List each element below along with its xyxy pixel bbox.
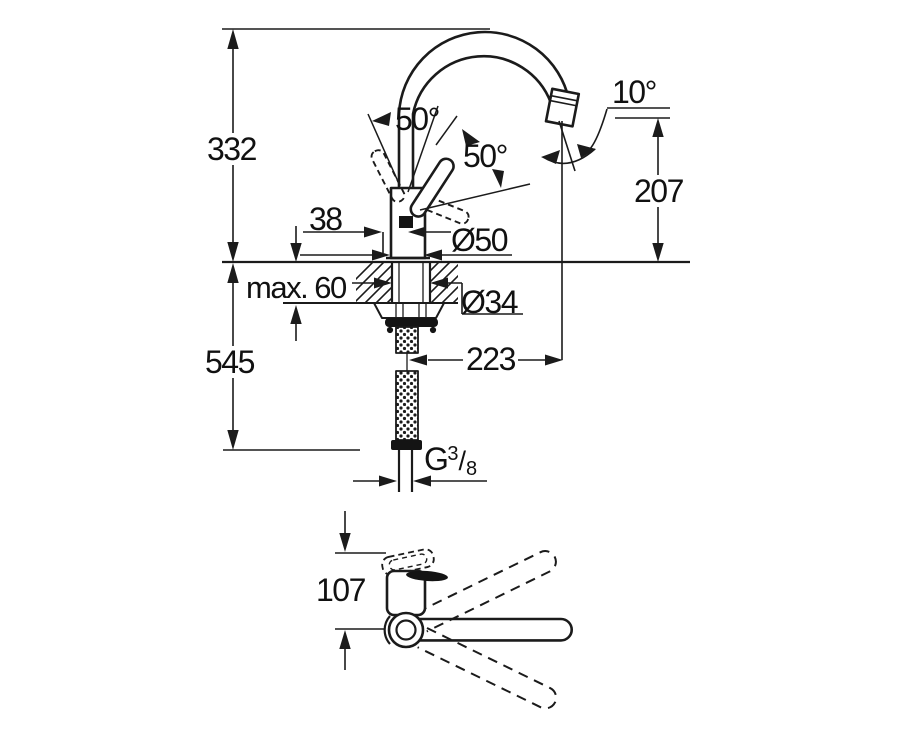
dim-overall-height: 332 (204, 133, 259, 165)
thread-slash: / (458, 446, 467, 476)
top-spout-solid (419, 619, 572, 640)
dim-deck-thickness: max. 60 (246, 270, 346, 305)
dim-thread-size (424, 443, 477, 479)
dim-body-diameter: Ø50 (451, 222, 507, 258)
top-view-drawing (335, 511, 572, 712)
dimension-arrowheads (227, 29, 663, 487)
dim-outlet-angle: 10° (612, 74, 656, 110)
thread-numerator: 3 (447, 443, 459, 465)
thread-letter: G (424, 441, 448, 477)
dimension-lines (222, 29, 670, 481)
dim-handle-swing-right: 50° (463, 138, 507, 174)
dim-hole-diameter: Ø34 (461, 284, 517, 320)
dim-handle-offset: 38 (309, 201, 342, 237)
dim-spout-reach: 223 (463, 343, 518, 375)
dim-top-handle-offset: 107 (316, 572, 365, 608)
top-swivel-ring (385, 613, 423, 647)
thread-denominator: 8 (466, 458, 478, 480)
dim-handle-swing-left: 50° (395, 101, 439, 137)
dim-hose-length: 545 (202, 346, 257, 378)
spout-outlet (546, 89, 579, 127)
supply-hose (391, 327, 422, 492)
dim-outlet-height: 207 (631, 175, 686, 207)
